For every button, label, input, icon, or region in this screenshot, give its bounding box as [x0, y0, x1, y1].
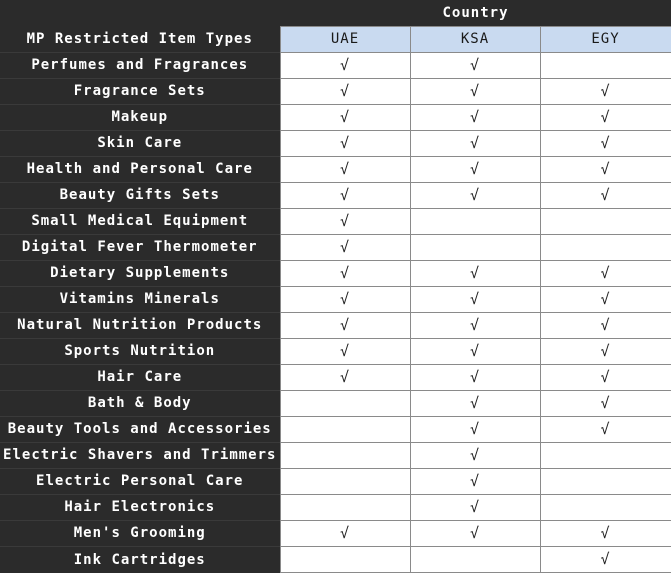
cell-egy [540, 78, 671, 104]
cell-uae [280, 286, 410, 312]
checkmark-icon: √ [339, 56, 351, 74]
row-label: Dietary Supplements [0, 260, 280, 286]
checkmark-icon: √ [600, 82, 611, 101]
cell-uae [280, 156, 410, 182]
checkmark-icon: √ [469, 420, 481, 439]
row-label: Natural Nutrition Products [0, 312, 280, 338]
cell-uae [280, 390, 410, 416]
table-row [0, 52, 671, 78]
cell-ksa [410, 312, 540, 338]
checkmark-icon: √ [600, 264, 611, 283]
cell-uae [280, 234, 410, 260]
cell-egy [540, 442, 671, 468]
label-column-header: MP Restricted Item Types [0, 26, 280, 52]
checkmark-icon: √ [600, 186, 611, 205]
row-label: Beauty Gifts Sets [0, 182, 280, 208]
cell-egy [540, 260, 671, 286]
cell-ksa [410, 234, 540, 260]
row-label: Perfumes and Fragrances [0, 52, 280, 78]
cell-uae [280, 416, 410, 442]
table-row [0, 104, 671, 130]
cell-egy [540, 182, 671, 208]
checkmark-icon: √ [339, 290, 351, 309]
corner-cell [0, 0, 280, 26]
checkmark-icon: √ [469, 186, 481, 205]
checkmark-icon: √ [339, 186, 351, 205]
cell-ksa [410, 286, 540, 312]
checkmark-icon: √ [600, 420, 611, 439]
cell-ksa [410, 442, 540, 468]
checkmark-icon: √ [469, 290, 481, 309]
table-row [0, 130, 671, 156]
cell-ksa [410, 546, 540, 572]
row-label: Makeup [0, 104, 280, 130]
cell-ksa [410, 338, 540, 364]
table-row [0, 338, 671, 364]
cell-egy [540, 286, 671, 312]
checkmark-icon: √ [600, 550, 611, 569]
checkmark-icon: √ [469, 524, 481, 543]
checkmark-icon: √ [469, 108, 481, 127]
cell-ksa [410, 182, 540, 208]
checkmark-icon: √ [339, 134, 351, 153]
cell-uae [280, 182, 410, 208]
row-label: Skin Care [0, 130, 280, 156]
row-label: Beauty Tools and Accessories [0, 416, 280, 442]
country-group-header: Country [280, 0, 671, 26]
cell-ksa [410, 520, 540, 546]
cell-uae [280, 338, 410, 364]
table-row [0, 312, 671, 338]
cell-egy [540, 390, 671, 416]
cell-egy [540, 104, 671, 130]
table-row [0, 520, 671, 546]
row-label: Sports Nutrition [0, 338, 280, 364]
column-header-ksa: KSA [410, 26, 540, 52]
cell-uae [280, 520, 410, 546]
checkmark-icon: √ [339, 264, 351, 283]
cell-egy [540, 234, 671, 260]
table-row [0, 208, 671, 234]
cell-egy [540, 208, 671, 234]
row-label: Vitamins Minerals [0, 286, 280, 312]
checkmark-icon: √ [469, 368, 481, 387]
checkmark-icon: √ [469, 82, 481, 101]
row-label: Bath & Body [0, 390, 280, 416]
cell-ksa [410, 78, 540, 104]
cell-ksa [410, 104, 540, 130]
cell-egy [540, 130, 671, 156]
cell-uae [280, 494, 410, 520]
table-row [0, 182, 671, 208]
checkmark-icon: √ [600, 316, 611, 335]
cell-egy [540, 468, 671, 494]
column-header-uae: UAE [280, 26, 410, 52]
cell-egy [540, 546, 671, 572]
column-header-row [0, 26, 671, 52]
cell-uae [280, 468, 410, 494]
cell-ksa [410, 52, 540, 78]
table-row [0, 234, 671, 260]
cell-uae [280, 130, 410, 156]
checkmark-icon: √ [469, 160, 481, 179]
checkmark-icon: √ [469, 134, 481, 153]
column-header-egy: EGY [540, 26, 671, 52]
table-row [0, 286, 671, 312]
checkmark-icon: √ [339, 212, 351, 231]
checkmark-icon: √ [600, 394, 611, 413]
cell-egy [540, 494, 671, 520]
row-label: Electric Shavers and Trimmers [0, 442, 280, 468]
checkmark-icon: √ [339, 108, 351, 127]
checkmark-icon: √ [469, 394, 481, 413]
checkmark-icon: √ [339, 368, 351, 387]
cell-egy [540, 156, 671, 182]
table-row [0, 494, 671, 520]
checkmark-icon: √ [339, 316, 351, 335]
cell-ksa [410, 416, 540, 442]
checkmark-icon: √ [600, 290, 611, 309]
table-row [0, 416, 671, 442]
table-row [0, 546, 671, 572]
checkmark-icon: √ [469, 56, 481, 74]
checkmark-icon: √ [339, 524, 351, 543]
checkmark-icon: √ [469, 342, 481, 361]
cell-ksa [410, 130, 540, 156]
checkmark-icon: √ [339, 82, 351, 101]
cell-ksa [410, 494, 540, 520]
cell-egy [540, 520, 671, 546]
table-row [0, 78, 671, 104]
cell-uae [280, 442, 410, 468]
checkmark-icon: √ [469, 472, 481, 491]
checkmark-icon: √ [600, 524, 611, 543]
row-label: Small Medical Equipment [0, 208, 280, 234]
table-row [0, 442, 671, 468]
country-group-row [0, 0, 671, 26]
checkmark-icon: √ [600, 368, 611, 387]
cell-uae [280, 364, 410, 390]
cell-egy [540, 416, 671, 442]
checkmark-icon: √ [600, 108, 611, 127]
cell-uae [280, 52, 410, 78]
checkmark-icon: √ [469, 498, 481, 517]
row-label: Electric Personal Care [0, 468, 280, 494]
cell-uae [280, 546, 410, 572]
row-label: Fragrance Sets [0, 78, 280, 104]
cell-uae [280, 78, 410, 104]
row-label: Hair Care [0, 364, 280, 390]
row-label: Health and Personal Care [0, 156, 280, 182]
table-row [0, 468, 671, 494]
checkmark-icon: √ [339, 342, 351, 361]
checkmark-icon: √ [600, 160, 611, 179]
cell-egy [540, 52, 671, 78]
checkmark-icon: √ [469, 264, 481, 283]
cell-ksa [410, 208, 540, 234]
table-row [0, 156, 671, 182]
checkmark-icon: √ [469, 316, 481, 335]
cell-ksa [410, 364, 540, 390]
cell-ksa [410, 468, 540, 494]
table-body [0, 52, 671, 573]
checkmark-icon: √ [339, 160, 351, 179]
checkmark-icon: √ [600, 342, 611, 361]
table-row [0, 260, 671, 286]
checkmark-icon: √ [339, 238, 351, 257]
checkmark-icon: √ [600, 134, 611, 153]
row-label: Hair Electronics [0, 494, 280, 520]
row-label: Men's Grooming [0, 520, 280, 546]
cell-uae [280, 312, 410, 338]
cell-ksa [410, 390, 540, 416]
cell-ksa [410, 260, 540, 286]
cell-uae [280, 104, 410, 130]
cell-ksa [410, 156, 540, 182]
row-label: Digital Fever Thermometer [0, 234, 280, 260]
table-row [0, 364, 671, 390]
checkmark-icon: √ [469, 446, 481, 465]
cell-uae [280, 260, 410, 286]
row-label: Ink Cartridges [0, 546, 280, 572]
cell-egy [540, 338, 671, 364]
cell-egy [540, 364, 671, 390]
cell-egy [540, 312, 671, 338]
cell-uae [280, 208, 410, 234]
table-row [0, 390, 671, 416]
